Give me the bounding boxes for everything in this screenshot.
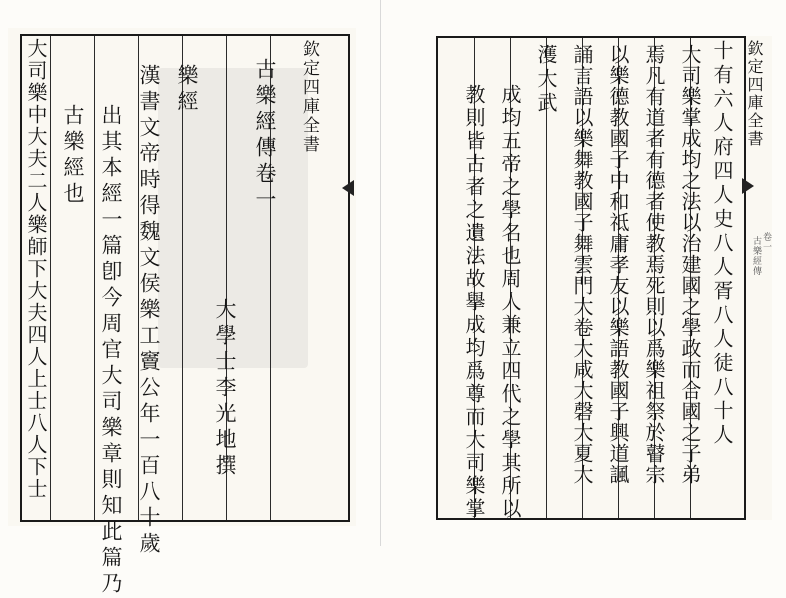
text-column-4: 以樂德教國子中和祗庸孝友以樂語教國子興道諷 <box>606 44 630 485</box>
text-column-5: 出其本經一篇卽今周官大司樂章則知此篇乃 <box>99 104 123 598</box>
margin-title: 欽定四庫全書 <box>745 40 764 148</box>
text-column-3: 樂經 <box>175 64 199 116</box>
column-rule <box>50 36 51 520</box>
edge-note: 古樂經傳 <box>751 236 761 276</box>
margin-title: 欽定四庫全書 <box>299 40 319 154</box>
fishtail-marker <box>742 178 754 194</box>
text-column-7: 成均五帝之學名也周人兼立四代之學其所以 <box>498 84 522 521</box>
text-column-8: 教則皆古者之遺法故擧成均爲尊而大司樂掌 <box>462 84 486 521</box>
column-rule <box>94 36 95 520</box>
text-column-4: 漢書文帝時得魏文侯樂工竇公年一百八十歲 <box>137 64 161 558</box>
text-column-1: 古樂經傳卷一 <box>253 58 277 214</box>
text-column-7: 大司樂中大夫二人樂師下大夫四人上士八人下士 <box>24 38 48 500</box>
text-column-1: 十有六人府四人史八人胥八人徒八十人 <box>710 40 734 448</box>
text-column-3: 焉凡有道者有德者使教焉死則以爲樂祖祭於瞽宗 <box>642 44 666 485</box>
text-column-2: 大學士李光地撰 <box>213 298 237 480</box>
left-page <box>8 28 356 598</box>
text-column-6: 古樂經也 <box>61 104 85 208</box>
text-column-5: 誦言語以樂舞教國子舞雲門大卷大咸大磬大夏大 <box>570 44 594 485</box>
fishtail-marker <box>342 180 354 196</box>
text-column-2: 大司樂掌成均之法以治建國之學政而合國之子弟 <box>678 44 702 485</box>
edge-note-volume: 卷一 <box>761 232 771 252</box>
right-page <box>436 36 772 520</box>
book-gutter <box>380 0 381 546</box>
text-column-6: 濩大武 <box>534 44 558 116</box>
